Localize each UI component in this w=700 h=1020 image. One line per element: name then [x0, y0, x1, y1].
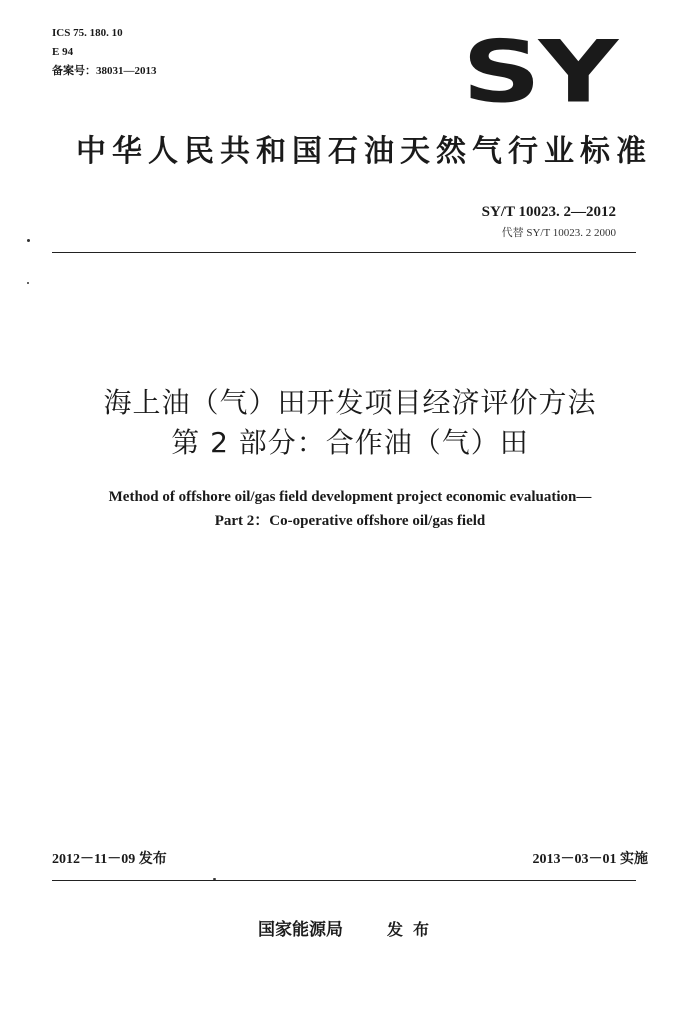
- document-title-zh-line1: 海上油（气）田开发项目经济评价方法: [103, 386, 597, 419]
- replaces-standard: 代替 SY/T 10023. 2 2000: [501, 227, 616, 239]
- bottom-divider: [52, 880, 636, 881]
- sy-logo: SY: [462, 22, 616, 123]
- document-title-en-line1: Method of offshore oil/gas field development project economic evaluation—: [108, 489, 592, 505]
- top-divider: [52, 252, 636, 253]
- implementation-date: 2013－03－01 实施: [532, 852, 648, 867]
- document-title-zh-line2: 第 2 部分：合作油（气）田: [171, 426, 529, 459]
- publish-label: 发布: [387, 920, 440, 939]
- ics-code: ICS 75. 180. 10: [52, 27, 123, 39]
- classification-code: E 94: [52, 46, 74, 58]
- standard-number: SY/T 10023. 2—2012: [481, 204, 616, 220]
- scan-speck: [27, 282, 29, 284]
- record-number: 备案号：38031—2013: [52, 65, 157, 77]
- issue-date: 2012－11－09 发布: [52, 852, 167, 867]
- industry-standard-title: 中华人民共和国石油天然气行业标准: [76, 134, 652, 169]
- publisher-name: 国家能源局: [258, 920, 343, 940]
- document-title-en-line2: Part 2：Co-operative offshore oil/gas field: [214, 513, 486, 529]
- scan-speck: [27, 239, 30, 242]
